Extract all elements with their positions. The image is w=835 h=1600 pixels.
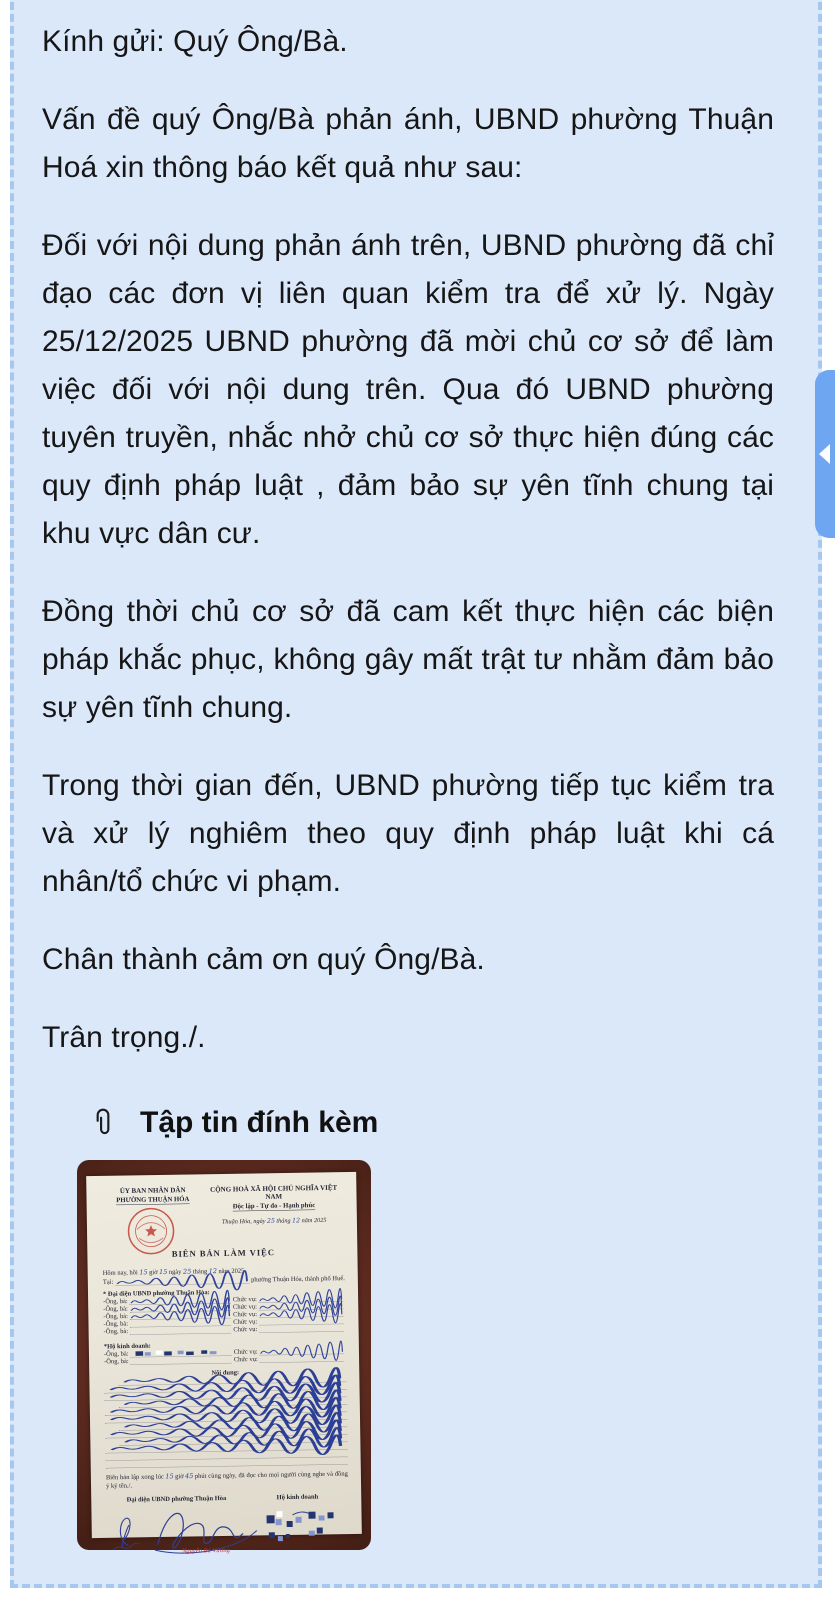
chevron-left-icon [819,444,830,464]
followup-paragraph: Trong thời gian đến, UBND phường tiếp tục kiểm tra và xử lý nghiêm theo quy định pháp luật khi cá nhân/tổ chức vi phạm. [42,769,774,898]
rep-row-empty: -Ông, bà: Chức vụ: [104,1324,346,1335]
closing-statement: Biên bản lập xong lúc15giờ45phút cùng ngày, đã đọc cho mọi người cùng nghe và đồng ý ký tên./. [105,1469,348,1490]
content-section-title: Nội dung: [211,1368,240,1377]
national-header: CỘNG HOÀ XÃ HỘI CHỦ NGHĨA VIỆT NAM [210,1184,338,1201]
issuing-org-line1: ỦY BAN NHÂN DÂN [119,1186,186,1196]
household-row-empty: -Ông, bà: Chức vụ: [104,1354,346,1365]
feedback-response-card [10,0,822,1588]
rep-row-empty: -Ông, bà: Chức vụ: [103,1317,345,1328]
thanks-paragraph: Chân thành cảm ơn quý Ông/Bà. [42,943,485,976]
household-section-title: *Hộ kinh doanh: [103,1341,151,1350]
greeting-paragraph: Kính gửi: Quý Ông/Bà. [42,25,348,58]
rep-row: -Ông, bà: Chức vụ: [103,1302,345,1313]
rep-row: -Ông, bà: Chức vụ: [103,1294,345,1305]
location-line: Tại: phường Thuận Hóa, thành phố Huế. [103,1275,345,1286]
document-title: BIÊN BẢN LÀM VIỆC [171,1247,275,1259]
attachment-header [90,1106,774,1140]
time-line: Hôm nay, hồi15giờ15ngày25tháng12năm 2025 [102,1266,245,1277]
representatives-section-title: * Đại diện UBND phường Thuận Hòa: [102,1288,210,1298]
paperclip-icon [90,1107,116,1139]
signature-scrawl-left [109,1512,145,1553]
official-stamp-icon [127,1207,176,1258]
signature-red-name: Nguyễn Bá Vương [182,1545,230,1555]
document-dateline: Thuận Hóa, ngày25tháng12năm 2025 [221,1216,327,1226]
scanned-document [86,1172,362,1555]
intro-paragraph: Vấn đề quý Ông/Bà phản ánh, UBND phường Thuận Hoá xin thông báo kết quả như sau: [42,103,774,184]
household-row: -Ông, bà: Chức vụ: [104,1347,346,1358]
issuing-org-line2: PHƯỜNG THUẬN HÓA [116,1195,190,1204]
attachment-title: Tập tin đính kèm [140,1106,379,1139]
national-motto: Độc lập - Tự do - Hạnh phúc [232,1201,316,1210]
attachment-image[interactable] [77,1160,371,1555]
redacted-signature [260,1505,341,1549]
collapse-panel-handle[interactable] [815,370,835,538]
signoff-paragraph: Trân trọng./. [42,1021,206,1054]
signature-left-title: Đại diện UBND phường Thuận Hòa [126,1493,227,1504]
result-paragraph: Đối với nội dung phản ánh trên, UBND phường đã chỉ đạo các đơn vị liên quan kiểm tra để xử lý. Ngày 25/12/2025 UBND phường đã mời chủ cơ sở để làm việc đối với nội dung trên. Qua đó UBND phường tuyên truyền, nhắc nhở chủ cơ sở thực hiện đúng các quy định pháp luật , đảm bảo sự yên tĩnh chung tại khu vực dân cư. [42,229,774,550]
rep-row: -Ông, bà: Chức vụ: [103,1309,345,1320]
commitment-paragraph: Đồng thời chủ cơ sở đã cam kết thực hiện các biện pháp khắc phục, không gây mất trật tư nhằm đảm bảo sự yên tĩnh chung. [42,595,774,724]
signature-right-title: Hộ kinh doanh [276,1492,319,1501]
